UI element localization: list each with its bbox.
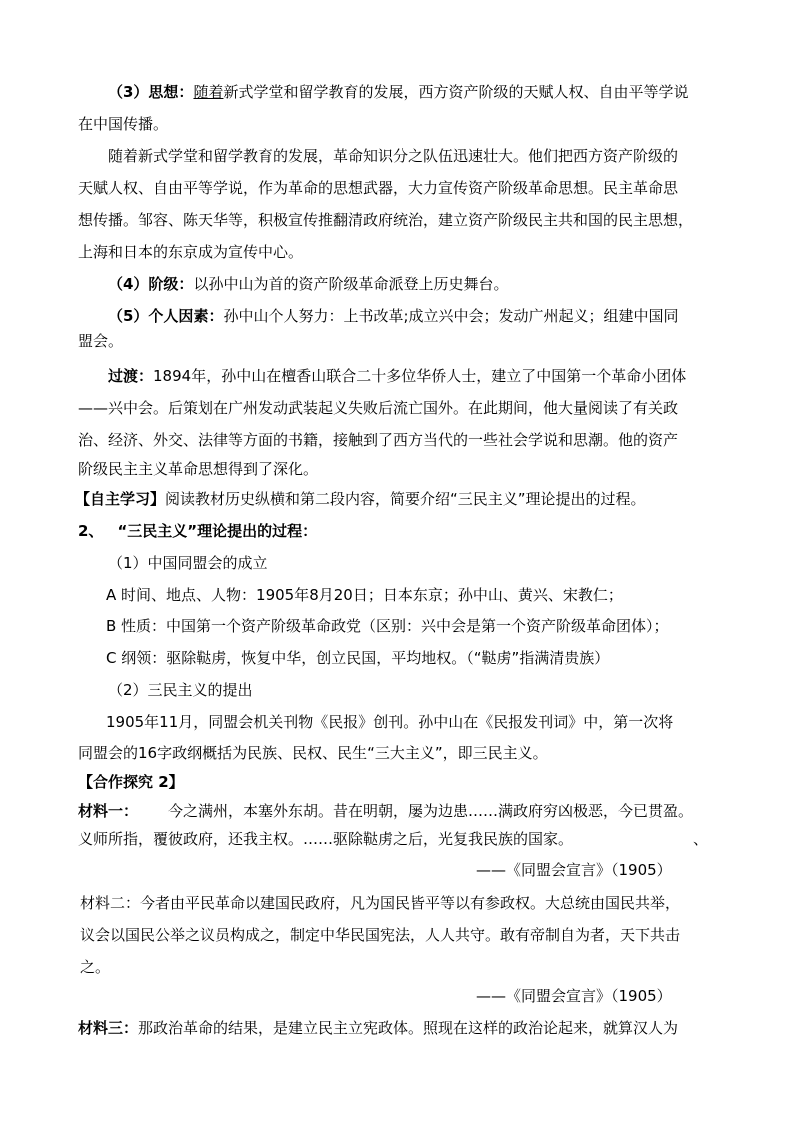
material1-line-2 <box>78 829 708 849</box>
material3-label: 材料三： <box>78 1019 139 1037</box>
material2-line-3: 之。 <box>80 958 111 976</box>
thought-text-1: 新式学堂和留学教育的发展，西方资产阶级的天赋人权、自由平等学说 <box>223 83 689 101</box>
thought-para-line: 天赋人权、自由平等学说，作为革命的思想武器，大力宣传资产阶级革命思想。民主革命思 <box>78 179 679 197</box>
personal-heading: （5）个人因素： <box>108 307 224 325</box>
material1-source: ——《同盟会宣言》（1905） <box>476 861 672 879</box>
material2-label: 材料二： <box>80 894 141 912</box>
material2-text-1: 今者由平民革命以建国民政府，凡为国民皆平等以有参政权。大总统由国民共举， <box>140 894 681 912</box>
thought-heading: （3）思想： <box>108 83 194 101</box>
sub1-item-c: C 纲领：驱除鞑虏，恢复中华，创立民国，平均地权。（“鞑虏”指满清贵族） <box>106 649 610 667</box>
material2-line-1 <box>80 893 680 913</box>
section-2-title: “三民主义”理论提出的过程： <box>117 522 318 540</box>
transition-line: 治、经济、外交、法律等方面的书籍，接触到了西方当代的一些社会学说和思潮。他的资产 <box>78 431 679 449</box>
material1-text-1: 今之满州，本塞外东胡。昔在明朝，屡为边患……满政府穷凶极恶，今已贯盈。 <box>168 802 694 820</box>
sub2-title: （2）三民主义的提出 <box>108 681 253 699</box>
class-text: 以孙中山为首的资产阶级革命派登上历史舞台。 <box>193 275 509 293</box>
material1-mark: 、 <box>693 830 709 848</box>
personal-line-2: 盟会。 <box>78 332 124 350</box>
sub2-text-1: 1905年11月，同盟会机关刊物《民报》创刊。孙中山在《民报发刊词》中，第一次将 <box>106 713 674 731</box>
transition-line-1 <box>108 366 686 386</box>
self-study-line <box>75 489 646 509</box>
transition-line: 阶级民主主义革命思想得到了深化。 <box>78 460 319 478</box>
self-study-text: 阅读教材历史纵横和第二段内容，简要介绍“三民主义”理论提出的过程。 <box>165 490 646 508</box>
personal-text-1: 孙中山个人努力：上书改革;成立兴中会；发动广州起义；组建中国同 <box>223 307 679 325</box>
material2-line-2: 议会以国民公举之议员构成之，制定中华民国宪法，人人共守。敢有帝制自为者，天下共击 <box>80 926 681 944</box>
transition-text: 1894年，孙中山在檀香山联合二十多位华侨人士，建立了中国第一个革命小团体 <box>153 367 687 385</box>
thought-underlined-word: 随着 <box>193 83 224 101</box>
section-2-number: 2、 <box>78 522 104 540</box>
material1-label: 材料一： <box>78 802 139 820</box>
transition-label: 过渡： <box>108 367 154 385</box>
personal-line-1 <box>108 306 679 326</box>
class-line <box>108 274 508 294</box>
thought-para-line: 上海和日本的东京成为宣传中心。 <box>78 243 304 261</box>
material2-source: ——《同盟会宣言》（1905） <box>476 987 672 1005</box>
class-heading: （4）阶级： <box>108 275 194 293</box>
self-study-label: 【自主学习】 <box>75 490 166 508</box>
material3-text-1: 那政治革命的结果，是建立民主立宪政体。照现在这样的政治论起来，就算汉人为 <box>138 1019 679 1037</box>
section-2-heading <box>78 521 317 541</box>
material1-text-2: 义师所指，覆彼政府，还我主权。……驱除鞑虏之后，光复我民族的国家。 <box>78 830 574 848</box>
sub1-title: （1）中国同盟会的成立 <box>108 554 268 572</box>
thought-line-2: 在中国传播。 <box>78 115 169 133</box>
transition-line: ——兴中会。后策划在广州发动武装起义失败后流亡国外。在此期间，他大量阅读了有关政 <box>78 399 679 417</box>
thought-para-line: 想传播。邹容、陈天华等，积极宣传推翻清政府统治，建立资产阶级民主共和国的民主思想， <box>78 211 694 229</box>
thought-line-1 <box>108 82 688 102</box>
material3-line-1 <box>78 1018 678 1038</box>
sub1-item-a: A 时间、地点、人物：1905年8月20日；日本东京；孙中山、黄兴、宋教仁； <box>106 586 623 604</box>
sub1-item-b: B 性质：中国第一个资产阶级革命政党（区别：兴中会是第一个资产阶级革命团体）； <box>106 617 669 635</box>
coop-label: 【合作探究 2】 <box>78 773 184 791</box>
material1-line-1 <box>78 801 693 821</box>
sub2-text-2: 同盟会的16字政纲概括为民族、民权、民生“三大主义”，即三民主义。 <box>78 744 548 762</box>
thought-para-line: 随着新式学堂和留学教育的发展，革命知识分之队伍迅速壮大。他们把西方资产阶级的 <box>108 147 679 165</box>
